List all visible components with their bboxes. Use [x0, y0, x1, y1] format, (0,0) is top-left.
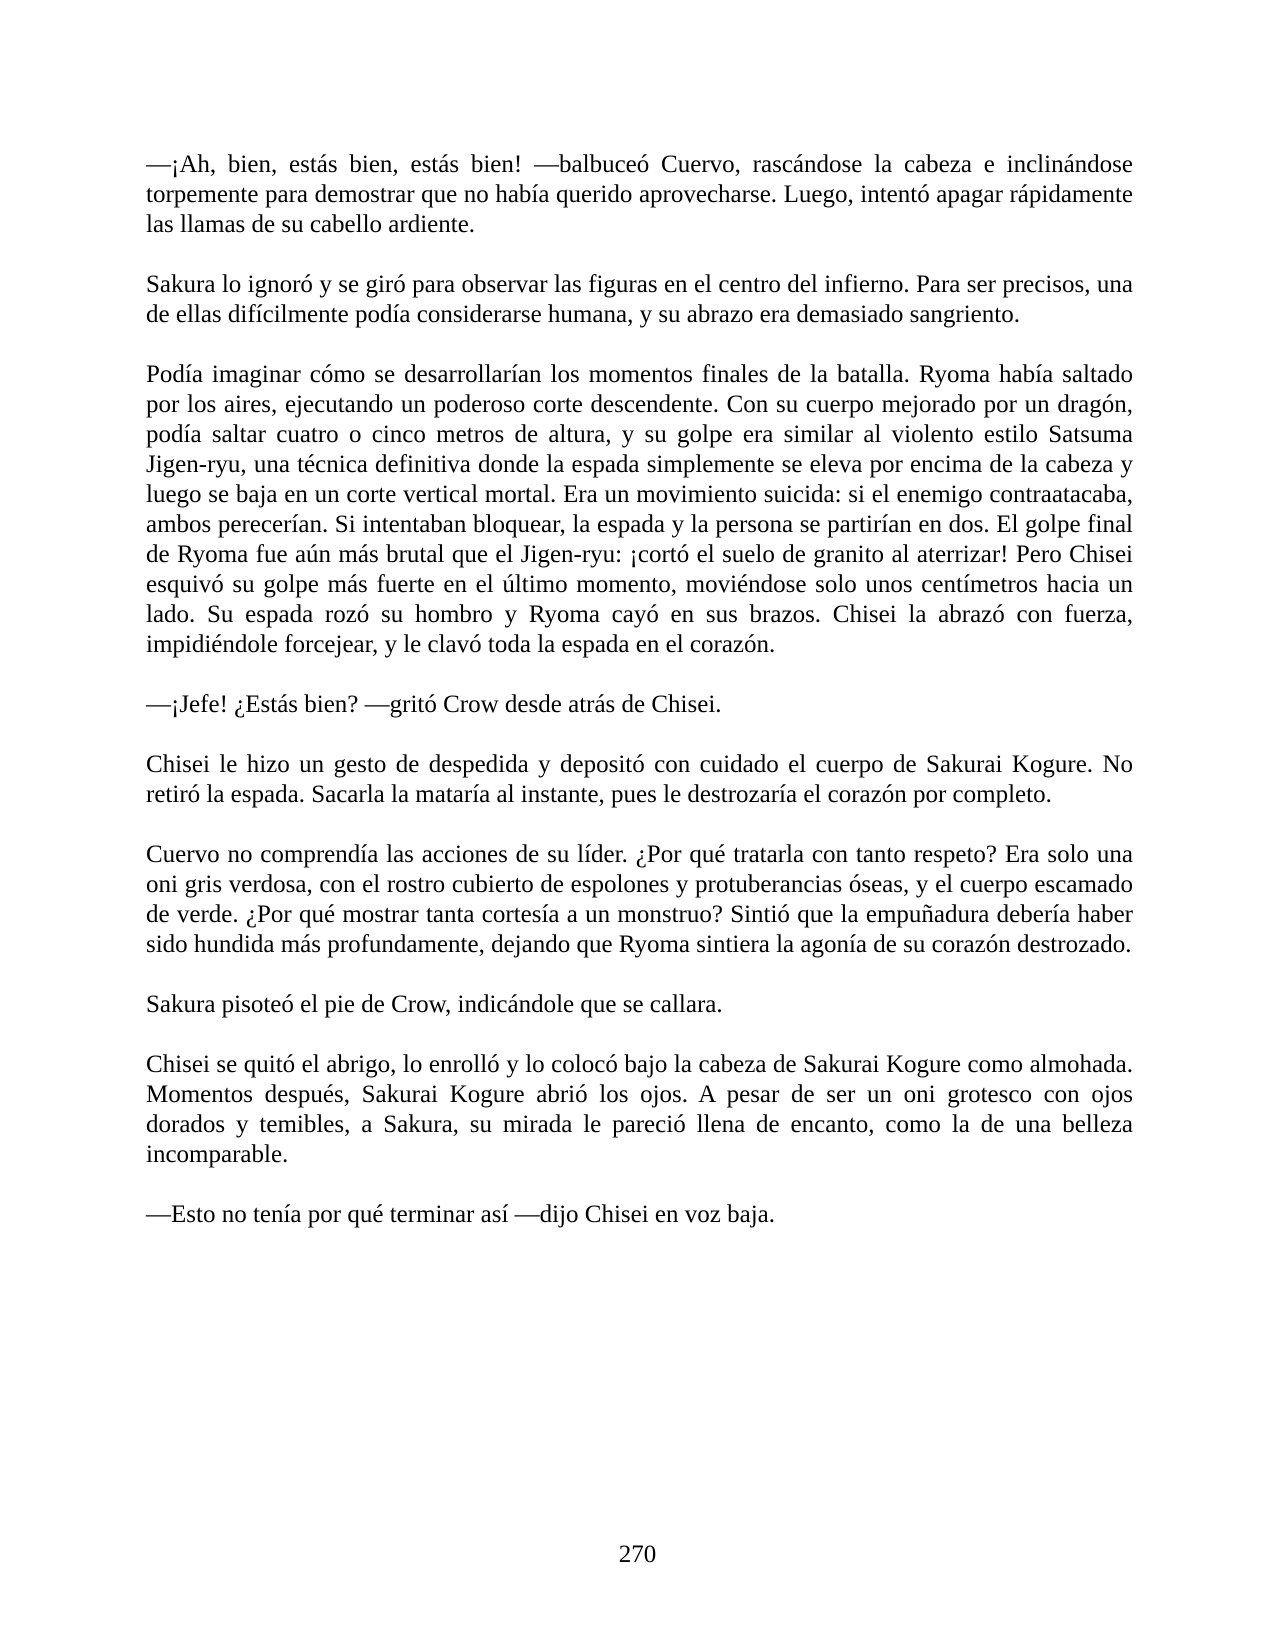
- paragraph: Chisei se quitó el abrigo, lo enrolló y lo colocó bajo la cabeza de Sakurai Kogure como almohada. Momentos después, Sakurai Kogure abrió los ojos. A pesar de ser un oni grotesco con ojos dorados y temibles, a Sakura, su mirada le pareció llena de encanto, como la de una belleza incomparable.: [146, 1051, 1133, 1168]
- paragraph: Sakura lo ignoró y se giró para observar las figuras en el centro del infierno. Para ser precisos, una de ellas difícilmente podía considerarse humana, y su abrazo era demasiado sangriento.: [146, 271, 1133, 328]
- paragraph: Podía imaginar cómo se desarrollarían los momentos finales de la batalla. Ryoma había saltado por los aires, ejecutando un poderoso corte descendente. Con su cuerpo mejorado por un dragón, podía saltar cuatro o cinco metros de altura, y su golpe era similar al violento estilo Satsuma Jigen-ryu, una técnica definitiva donde la espada simplemente se eleva por encima de la cabeza y luego se baja en un corte vertical mortal. Era un movimiento suicida: si el enemigo contraatacaba, ambos perecerían. Si intentaban bloquear, la espada y la persona se partirían en dos. El golpe final de Ryoma fue aún más brutal que el Jigen-ryu: ¡cortó el suelo de granito al aterrizar! Pero Chisei esquivó su golpe más fuerte en el último momento, moviéndose solo unos centímetros hacia un lado. Su espada rozó su hombro y Ryoma cayó en sus brazos. Chisei la abrazó con fuerza, impidiéndole forcejear, y le clavó toda la espada en el corazón.: [146, 361, 1133, 658]
- paragraph: —¡Jefe! ¿Estás bien? —gritó Crow desde atrás de Chisei.: [146, 691, 722, 718]
- paragraph: Cuervo no comprendía las acciones de su líder. ¿Por qué tratarla con tanto respeto? Era solo una oni gris verdosa, con el rostro cubierto de espolones y protuberancias óseas, y el cuerpo escamado de verde. ¿Por qué mostrar tanta cortesía a un monstruo? Sintió que la empuñadura debería haber sido hundida más profundamente, dejando que Ryoma sintiera la agonía de su corazón destrozado.: [146, 841, 1133, 958]
- paragraph: —Esto no tenía por qué terminar así —dijo Chisei en voz baja.: [146, 1201, 776, 1228]
- paragraph: Chisei le hizo un gesto de despedida y depositó con cuidado el cuerpo de Sakurai Kogure. No retiró la espada. Sacarla la mataría al instante, pues le destrozaría el corazón por completo.: [146, 751, 1133, 808]
- text-content: [146, 150, 1133, 1260]
- page-number: 270: [618, 1541, 657, 1568]
- paragraph: —¡Ah, bien, estás bien, estás bien! —balbuceó Cuervo, rascándose la cabeza e inclinándose torpemente para demostrar que no había querido aprovecharse. Luego, intentó apagar rápidamente las llamas de su cabello ardiente.: [146, 151, 1133, 238]
- paragraph: Sakura pisoteó el pie de Crow, indicándole que se callara.: [146, 991, 723, 1018]
